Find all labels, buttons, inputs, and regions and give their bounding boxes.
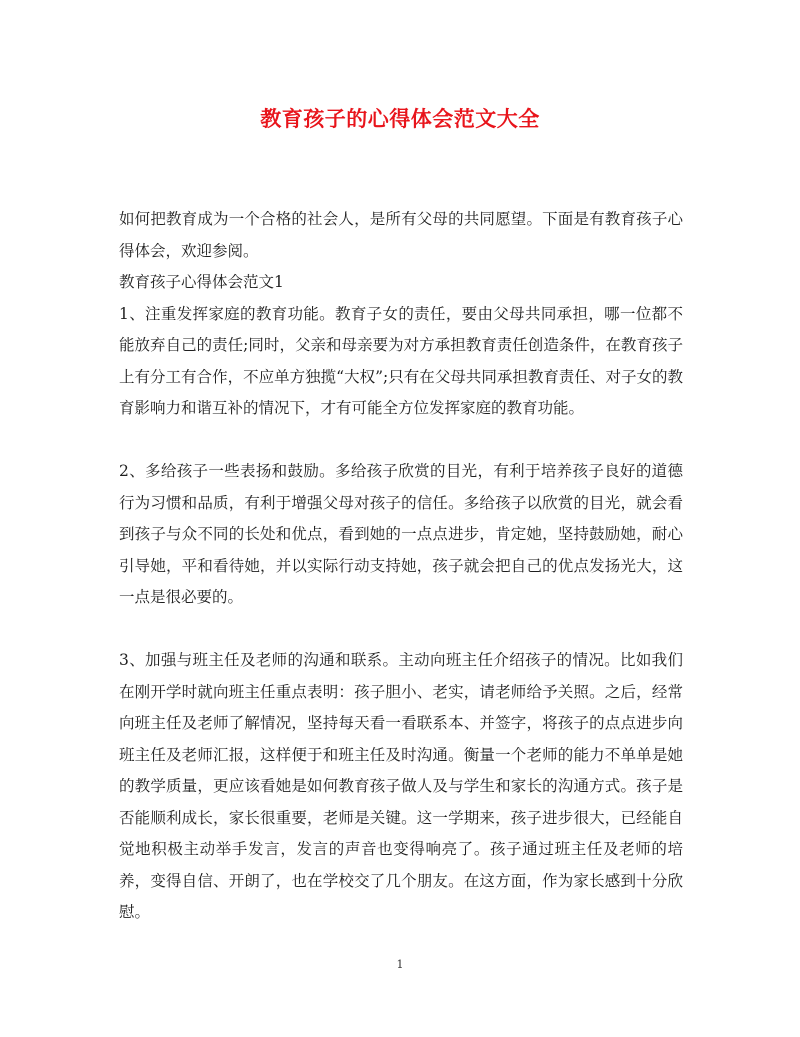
page-number: 1 <box>396 958 404 971</box>
paragraph-1: 1、注重发挥家庭的教育功能。教育子女的责任，要由父母共同承担，哪一位都不能放弃自己的责任;同时，父亲和母亲要为对方承担教育责任创造条件，在教育孩子上有分工有合作，不应单方独揽“大权”;只有在父母共同承担教育责任、对子女的教育影响力和谐互补的情况下，才有可能全方位发挥家庭的教育功能。 <box>119 304 683 417</box>
intro-paragraph: 如何把教育成为一个合格的社会人，是所有父母的共同愿望。下面是有教育孩子心得体会，欢迎参阅。 <box>119 210 683 260</box>
section-heading: 教育孩子心得体会范文1 <box>119 273 284 291</box>
document-title: 教育孩子的心得体会范文大全 <box>260 106 540 131</box>
paragraph-spacer <box>119 614 683 646</box>
paragraph-2: 2、多给孩子一些表扬和鼓励。多给孩子欣赏的目光，有利于培养孩子良好的道德行为习惯和品质，有利于增强父母对孩子的信任。多给孩子以欣赏的目光，就会看到孩子与众不同的长处和优点，看到她的一点点进步，肯定她，坚持鼓励她，耐心引导她，平和看待她，并以实际行动支持她，孩子就会把自己的优点发扬光大，这一点是很必要的。 <box>119 462 683 606</box>
paragraph-3: 3、加强与班主任及老师的沟通和联系。主动向班主任介绍孩子的情况。比如我们在刚开学时就向班主任重点表明：孩子胆小、老实，请老师给予关照。之后，经常向班主任及老师了解情况，坚持每天看一看联系本、并签字，将孩子的点点进步向班主任及老师汇报，这样便于和班主任及时沟通。衡量一个老师的能力不单单是她的教学质量，更应该看她是如何教育孩子做人及与学生和家长的沟通方式。孩子是否能顺利成长，家长很重要，老师是关键。这一学期来，孩子进步很大，已经能自觉地积极主动举手发言，发言的声音也变得响亮了。孩子通过班主任及老师的培养，变得自信、开朗了，也在学校交了几个朋友。在这方面，作为家长感到十分欣慰。 <box>119 651 683 921</box>
document-body <box>119 204 683 929</box>
paragraph-spacer <box>119 425 683 457</box>
